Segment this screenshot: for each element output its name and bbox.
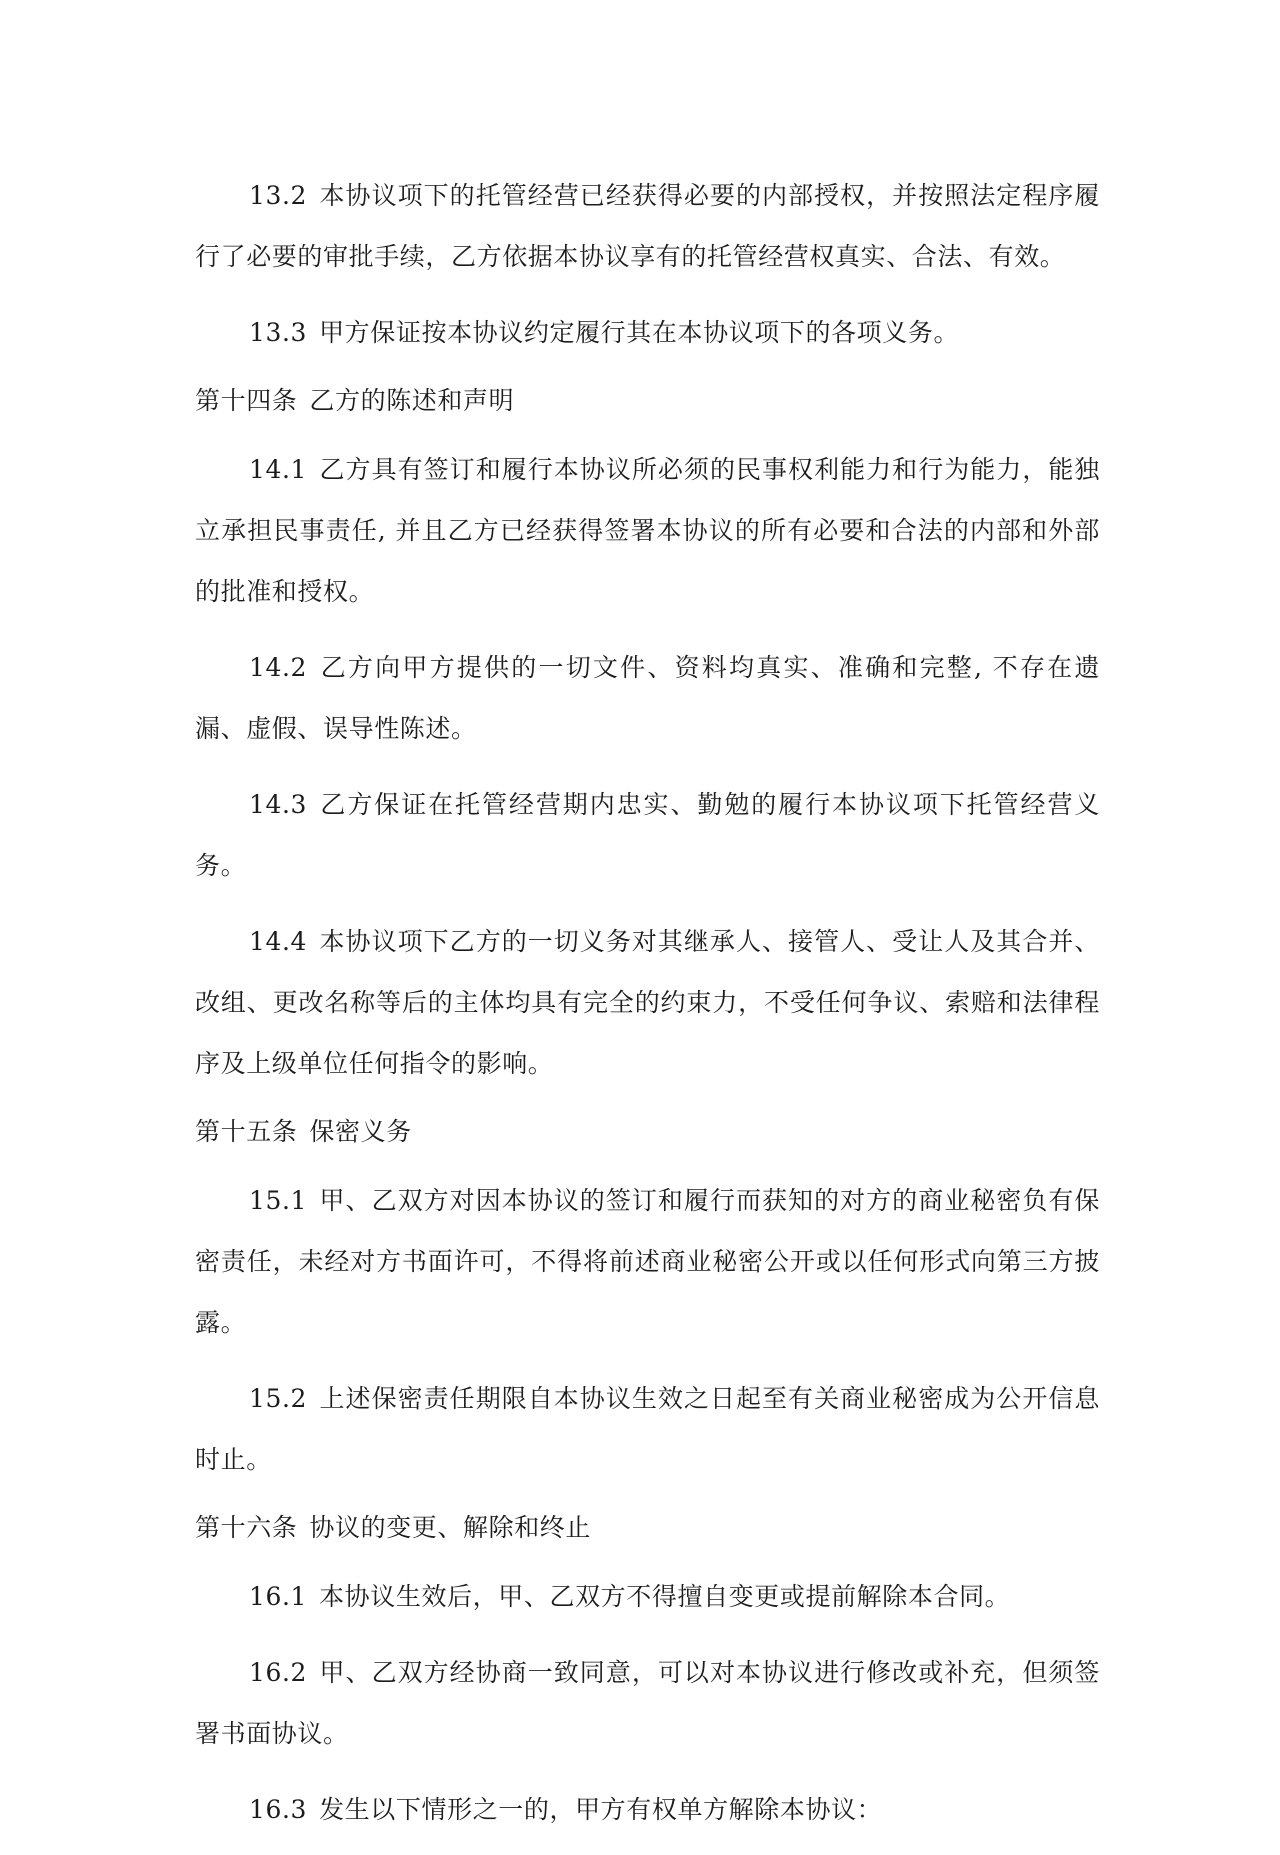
clause-text: 上述保密责任期限自本协议生效之日起至有关商业秘密成为公开信息时止。: [195, 1384, 1100, 1474]
article-number: 第十五条: [195, 1117, 298, 1146]
article-16-heading: [195, 1505, 1100, 1551]
article-title: 乙方的陈述和声明: [309, 386, 515, 415]
clause-number: 13.2: [249, 181, 308, 210]
clause-number: 14.4: [249, 927, 308, 956]
clause-16-2: [195, 1642, 1100, 1764]
document-body: [195, 165, 1100, 1855]
clause-number: 14.1: [249, 455, 308, 484]
clause-text: 本协议项下的托管经营已经获得必要的内部授权，并按照法定程序履行了必要的审批手续，乙方依据本协议享有的托管经营权真实、合法、有效。: [195, 181, 1100, 271]
clause-number: 15.2: [249, 1384, 308, 1413]
clause-13-2: [195, 165, 1100, 287]
clause-text: 甲方保证按本协议约定履行其在本协议项下的各项义务。: [319, 318, 960, 347]
clause-13-3: [195, 302, 1100, 363]
clause-15-1: [195, 1170, 1100, 1353]
clause-text: 发生以下情形之一的，甲方有权单方解除本协议：: [319, 1795, 883, 1824]
article-title: 保密义务: [309, 1117, 412, 1146]
article-14-heading: [195, 378, 1100, 424]
clause-number: 13.3: [249, 318, 308, 347]
clause-number: 16.3: [249, 1795, 308, 1824]
article-number: 第十六条: [195, 1513, 298, 1542]
clause-text: 甲、乙双方经协商一致同意，可以对本协议进行修改或补充，但须签署书面协议。: [195, 1658, 1100, 1748]
clause-text: 乙方向甲方提供的一切文件、资料均真实、准确和完整, 不存在遗漏、虚假、误导性陈述。: [195, 653, 1100, 743]
article-title: 协议的变更、解除和终止: [309, 1513, 592, 1542]
clause-number: 16.2: [249, 1658, 308, 1687]
clause-14-3: [195, 774, 1100, 896]
clause-14-4: [195, 911, 1100, 1094]
clause-text: 甲、乙双方对因本协议的签订和履行而获知的对方的商业秘密负有保密责任，未经对方书面许可，不得将前述商业秘密公开或以任何形式向第三方披露。: [195, 1186, 1100, 1337]
clause-number: 15.1: [249, 1186, 308, 1215]
clause-14-2: [195, 637, 1100, 759]
clause-number: 16.1: [249, 1582, 308, 1611]
clause-number: 14.3: [249, 790, 308, 819]
clause-16-1: [195, 1566, 1100, 1627]
clause-text: 本协议生效后，甲、乙双方不得擅自变更或提前解除本合同。: [319, 1582, 1011, 1611]
clause-text: 本协议项下乙方的一切义务对其继承人、接管人、受让人及其合并、改组、更改名称等后的主体均具有完全的约束力，不受任何争议、索赔和法律程序及上级单位任何指令的影响。: [195, 927, 1100, 1078]
clause-14-1: [195, 439, 1100, 622]
article-15-heading: [195, 1109, 1100, 1155]
clause-text: 乙方保证在托管经营期内忠实、勤勉的履行本协议项下托管经营义务。: [195, 790, 1100, 880]
clause-15-2: [195, 1368, 1100, 1490]
clause-number: 14.2: [249, 653, 308, 682]
article-number: 第十四条: [195, 386, 298, 415]
clause-text: 乙方具有签订和履行本协议所必须的民事权利能力和行为能力，能独立承担民事责任, 并且乙方已经获得签署本协议的所有必要和合法的内部和外部的批准和授权。: [195, 455, 1100, 606]
